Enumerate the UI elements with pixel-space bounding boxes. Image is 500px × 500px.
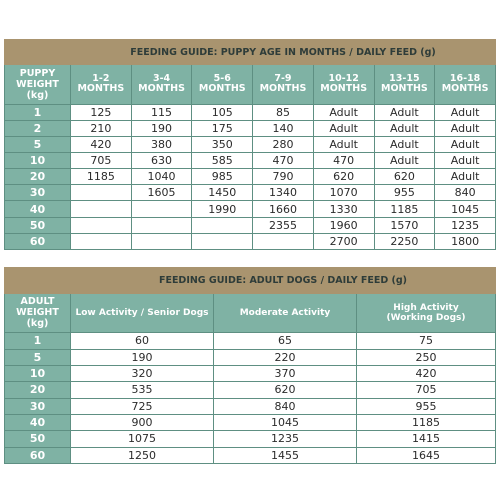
puppy-weight-cell: 20 xyxy=(5,169,71,185)
puppy-feed-cell xyxy=(131,217,192,233)
puppy-feed-cell: 1990 xyxy=(192,201,253,217)
adult-weight-cell: 60 xyxy=(5,447,71,463)
puppy-feed-cell xyxy=(71,233,132,249)
puppy-feeding-table xyxy=(4,39,496,250)
adult-column-header: Moderate Activity xyxy=(214,293,357,333)
puppy-weight-cell: 60 xyxy=(5,233,71,249)
puppy-table-row xyxy=(5,136,496,152)
puppy-feed-cell: 620 xyxy=(313,169,374,185)
adult-table-row xyxy=(5,414,496,430)
puppy-feed-cell: 955 xyxy=(374,185,435,201)
puppy-weight-cell: 2 xyxy=(5,120,71,136)
puppy-feed-cell: 705 xyxy=(71,153,132,169)
puppy-feed-cell: 1800 xyxy=(435,233,496,249)
adult-weight-cell: 50 xyxy=(5,431,71,447)
puppy-feed-cell: Adult xyxy=(374,104,435,120)
adult-table-body xyxy=(5,333,496,464)
adult-weight-cell: 1 xyxy=(5,333,71,349)
puppy-feed-cell: 585 xyxy=(192,153,253,169)
puppy-table-title: FEEDING GUIDE: PUPPY AGE IN MONTHS / DAILY FEED (g) xyxy=(71,40,496,65)
puppy-feed-cell xyxy=(253,233,314,249)
adult-feed-cell: 840 xyxy=(214,398,357,414)
adult-weight-cell: 30 xyxy=(5,398,71,414)
puppy-feed-cell: 1185 xyxy=(374,201,435,217)
adult-weight-cell: 10 xyxy=(5,365,71,381)
puppy-column-header: 16-18 MONTHS xyxy=(435,65,496,104)
puppy-feed-cell: 420 xyxy=(71,136,132,152)
puppy-column-header: 10-12 MONTHS xyxy=(313,65,374,104)
adult-feed-cell: 535 xyxy=(71,382,214,398)
puppy-feed-cell xyxy=(131,233,192,249)
adult-table-row xyxy=(5,365,496,381)
puppy-feed-cell: 470 xyxy=(253,153,314,169)
puppy-feed-cell: 1340 xyxy=(253,185,314,201)
puppy-feed-cell: 1450 xyxy=(192,185,253,201)
puppy-table-row xyxy=(5,201,496,217)
adult-table-row xyxy=(5,447,496,463)
puppy-weight-cell: 1 xyxy=(5,104,71,120)
puppy-feed-cell: 1330 xyxy=(313,201,374,217)
adult-feed-cell: 1250 xyxy=(71,447,214,463)
puppy-feed-cell: 2250 xyxy=(374,233,435,249)
adult-feed-cell: 620 xyxy=(214,382,357,398)
puppy-table-row xyxy=(5,185,496,201)
puppy-feed-cell: 85 xyxy=(253,104,314,120)
adult-feed-cell: 220 xyxy=(214,349,357,365)
adult-table-row xyxy=(5,333,496,349)
adult-feed-cell: 1235 xyxy=(214,431,357,447)
puppy-feed-cell: Adult xyxy=(313,136,374,152)
puppy-feed-cell: 840 xyxy=(435,185,496,201)
puppy-feed-cell: Adult xyxy=(374,120,435,136)
adult-feed-cell: 1075 xyxy=(71,431,214,447)
adult-table-row xyxy=(5,431,496,447)
puppy-feed-cell: Adult xyxy=(435,136,496,152)
puppy-feed-cell: 105 xyxy=(192,104,253,120)
puppy-feed-cell: Adult xyxy=(374,136,435,152)
puppy-feed-cell: Adult xyxy=(435,120,496,136)
puppy-feed-cell: 2700 xyxy=(313,233,374,249)
adult-feed-cell: 1645 xyxy=(357,447,496,463)
puppy-weight-cell: 50 xyxy=(5,217,71,233)
puppy-table-row xyxy=(5,153,496,169)
adult-feed-cell: 60 xyxy=(71,333,214,349)
adult-table-title: FEEDING GUIDE: ADULT DOGS / DAILY FEED (g) xyxy=(71,268,496,294)
puppy-feed-cell: 125 xyxy=(71,104,132,120)
puppy-feed-cell: 1660 xyxy=(253,201,314,217)
puppy-feed-cell: Adult xyxy=(435,169,496,185)
adult-feed-cell: 320 xyxy=(71,365,214,381)
puppy-feed-cell: 1070 xyxy=(313,185,374,201)
puppy-feed-cell: 380 xyxy=(131,136,192,152)
puppy-feed-cell: 280 xyxy=(253,136,314,152)
adult-feed-cell: 1045 xyxy=(214,414,357,430)
puppy-feed-cell xyxy=(71,217,132,233)
puppy-feed-cell: 1045 xyxy=(435,201,496,217)
puppy-feed-cell xyxy=(192,217,253,233)
puppy-table-row xyxy=(5,217,496,233)
adult-weight-cell: 40 xyxy=(5,414,71,430)
puppy-column-header: 3-4 MONTHS xyxy=(131,65,192,104)
adult-table-corner xyxy=(5,268,71,294)
adult-feed-cell: 955 xyxy=(357,398,496,414)
adult-table-row xyxy=(5,398,496,414)
adult-weight-header: ADULT WEIGHT (kg) xyxy=(5,293,71,333)
puppy-feed-cell: 350 xyxy=(192,136,253,152)
puppy-feed-cell: 1235 xyxy=(435,217,496,233)
puppy-feed-cell: Adult xyxy=(435,153,496,169)
adult-feed-cell: 725 xyxy=(71,398,214,414)
adult-feeding-table xyxy=(4,267,496,464)
puppy-feed-cell: 2355 xyxy=(253,217,314,233)
puppy-weight-header: PUPPY WEIGHT (kg) xyxy=(5,65,71,104)
puppy-feed-cell: 790 xyxy=(253,169,314,185)
puppy-feed-cell: 985 xyxy=(192,169,253,185)
adult-feed-cell: 420 xyxy=(357,365,496,381)
puppy-feed-cell: 1605 xyxy=(131,185,192,201)
puppy-table-corner xyxy=(5,40,71,65)
adult-feed-cell: 1185 xyxy=(357,414,496,430)
puppy-feed-cell xyxy=(71,185,132,201)
puppy-feed-cell: 175 xyxy=(192,120,253,136)
puppy-feed-cell: 140 xyxy=(253,120,314,136)
puppy-feed-cell: 630 xyxy=(131,153,192,169)
adult-weight-cell: 20 xyxy=(5,382,71,398)
adult-feed-cell: 65 xyxy=(214,333,357,349)
adult-feed-cell: 900 xyxy=(71,414,214,430)
puppy-feed-cell: Adult xyxy=(313,104,374,120)
puppy-feed-cell: Adult xyxy=(374,153,435,169)
puppy-column-header: 7-9 MONTHS xyxy=(253,65,314,104)
puppy-weight-cell: 30 xyxy=(5,185,71,201)
adult-column-header: High Activity (Working Dogs) xyxy=(357,293,496,333)
adult-table-row xyxy=(5,349,496,365)
puppy-feed-cell: 115 xyxy=(131,104,192,120)
puppy-table-body xyxy=(5,104,496,249)
adult-feed-cell: 1455 xyxy=(214,447,357,463)
puppy-weight-cell: 5 xyxy=(5,136,71,152)
puppy-feed-cell: 190 xyxy=(131,120,192,136)
puppy-weight-cell: 10 xyxy=(5,153,71,169)
adult-column-header: Low Activity / Senior Dogs xyxy=(71,293,214,333)
adult-feed-cell: 250 xyxy=(357,349,496,365)
adult-feed-cell: 190 xyxy=(71,349,214,365)
adult-table-row xyxy=(5,382,496,398)
puppy-feed-cell: 210 xyxy=(71,120,132,136)
puppy-feed-cell: 1960 xyxy=(313,217,374,233)
puppy-feed-cell: 620 xyxy=(374,169,435,185)
puppy-feed-cell: Adult xyxy=(435,104,496,120)
puppy-column-header: 1-2 MONTHS xyxy=(71,65,132,104)
puppy-feed-cell xyxy=(131,201,192,217)
puppy-feed-cell xyxy=(71,201,132,217)
adult-feed-cell: 1415 xyxy=(357,431,496,447)
adult-feed-cell: 75 xyxy=(357,333,496,349)
adult-weight-cell: 5 xyxy=(5,349,71,365)
adult-feed-cell: 370 xyxy=(214,365,357,381)
puppy-feed-cell xyxy=(192,233,253,249)
puppy-column-header: 5-6 MONTHS xyxy=(192,65,253,104)
puppy-table-row xyxy=(5,233,496,249)
puppy-feed-cell: Adult xyxy=(313,120,374,136)
puppy-table-row xyxy=(5,169,496,185)
puppy-weight-cell: 40 xyxy=(5,201,71,217)
puppy-feed-cell: 1040 xyxy=(131,169,192,185)
puppy-table-row xyxy=(5,120,496,136)
puppy-feed-cell: 1185 xyxy=(71,169,132,185)
adult-feed-cell: 705 xyxy=(357,382,496,398)
puppy-table-row xyxy=(5,104,496,120)
puppy-feed-cell: 1570 xyxy=(374,217,435,233)
puppy-feed-cell: 470 xyxy=(313,153,374,169)
puppy-column-header: 13-15 MONTHS xyxy=(374,65,435,104)
